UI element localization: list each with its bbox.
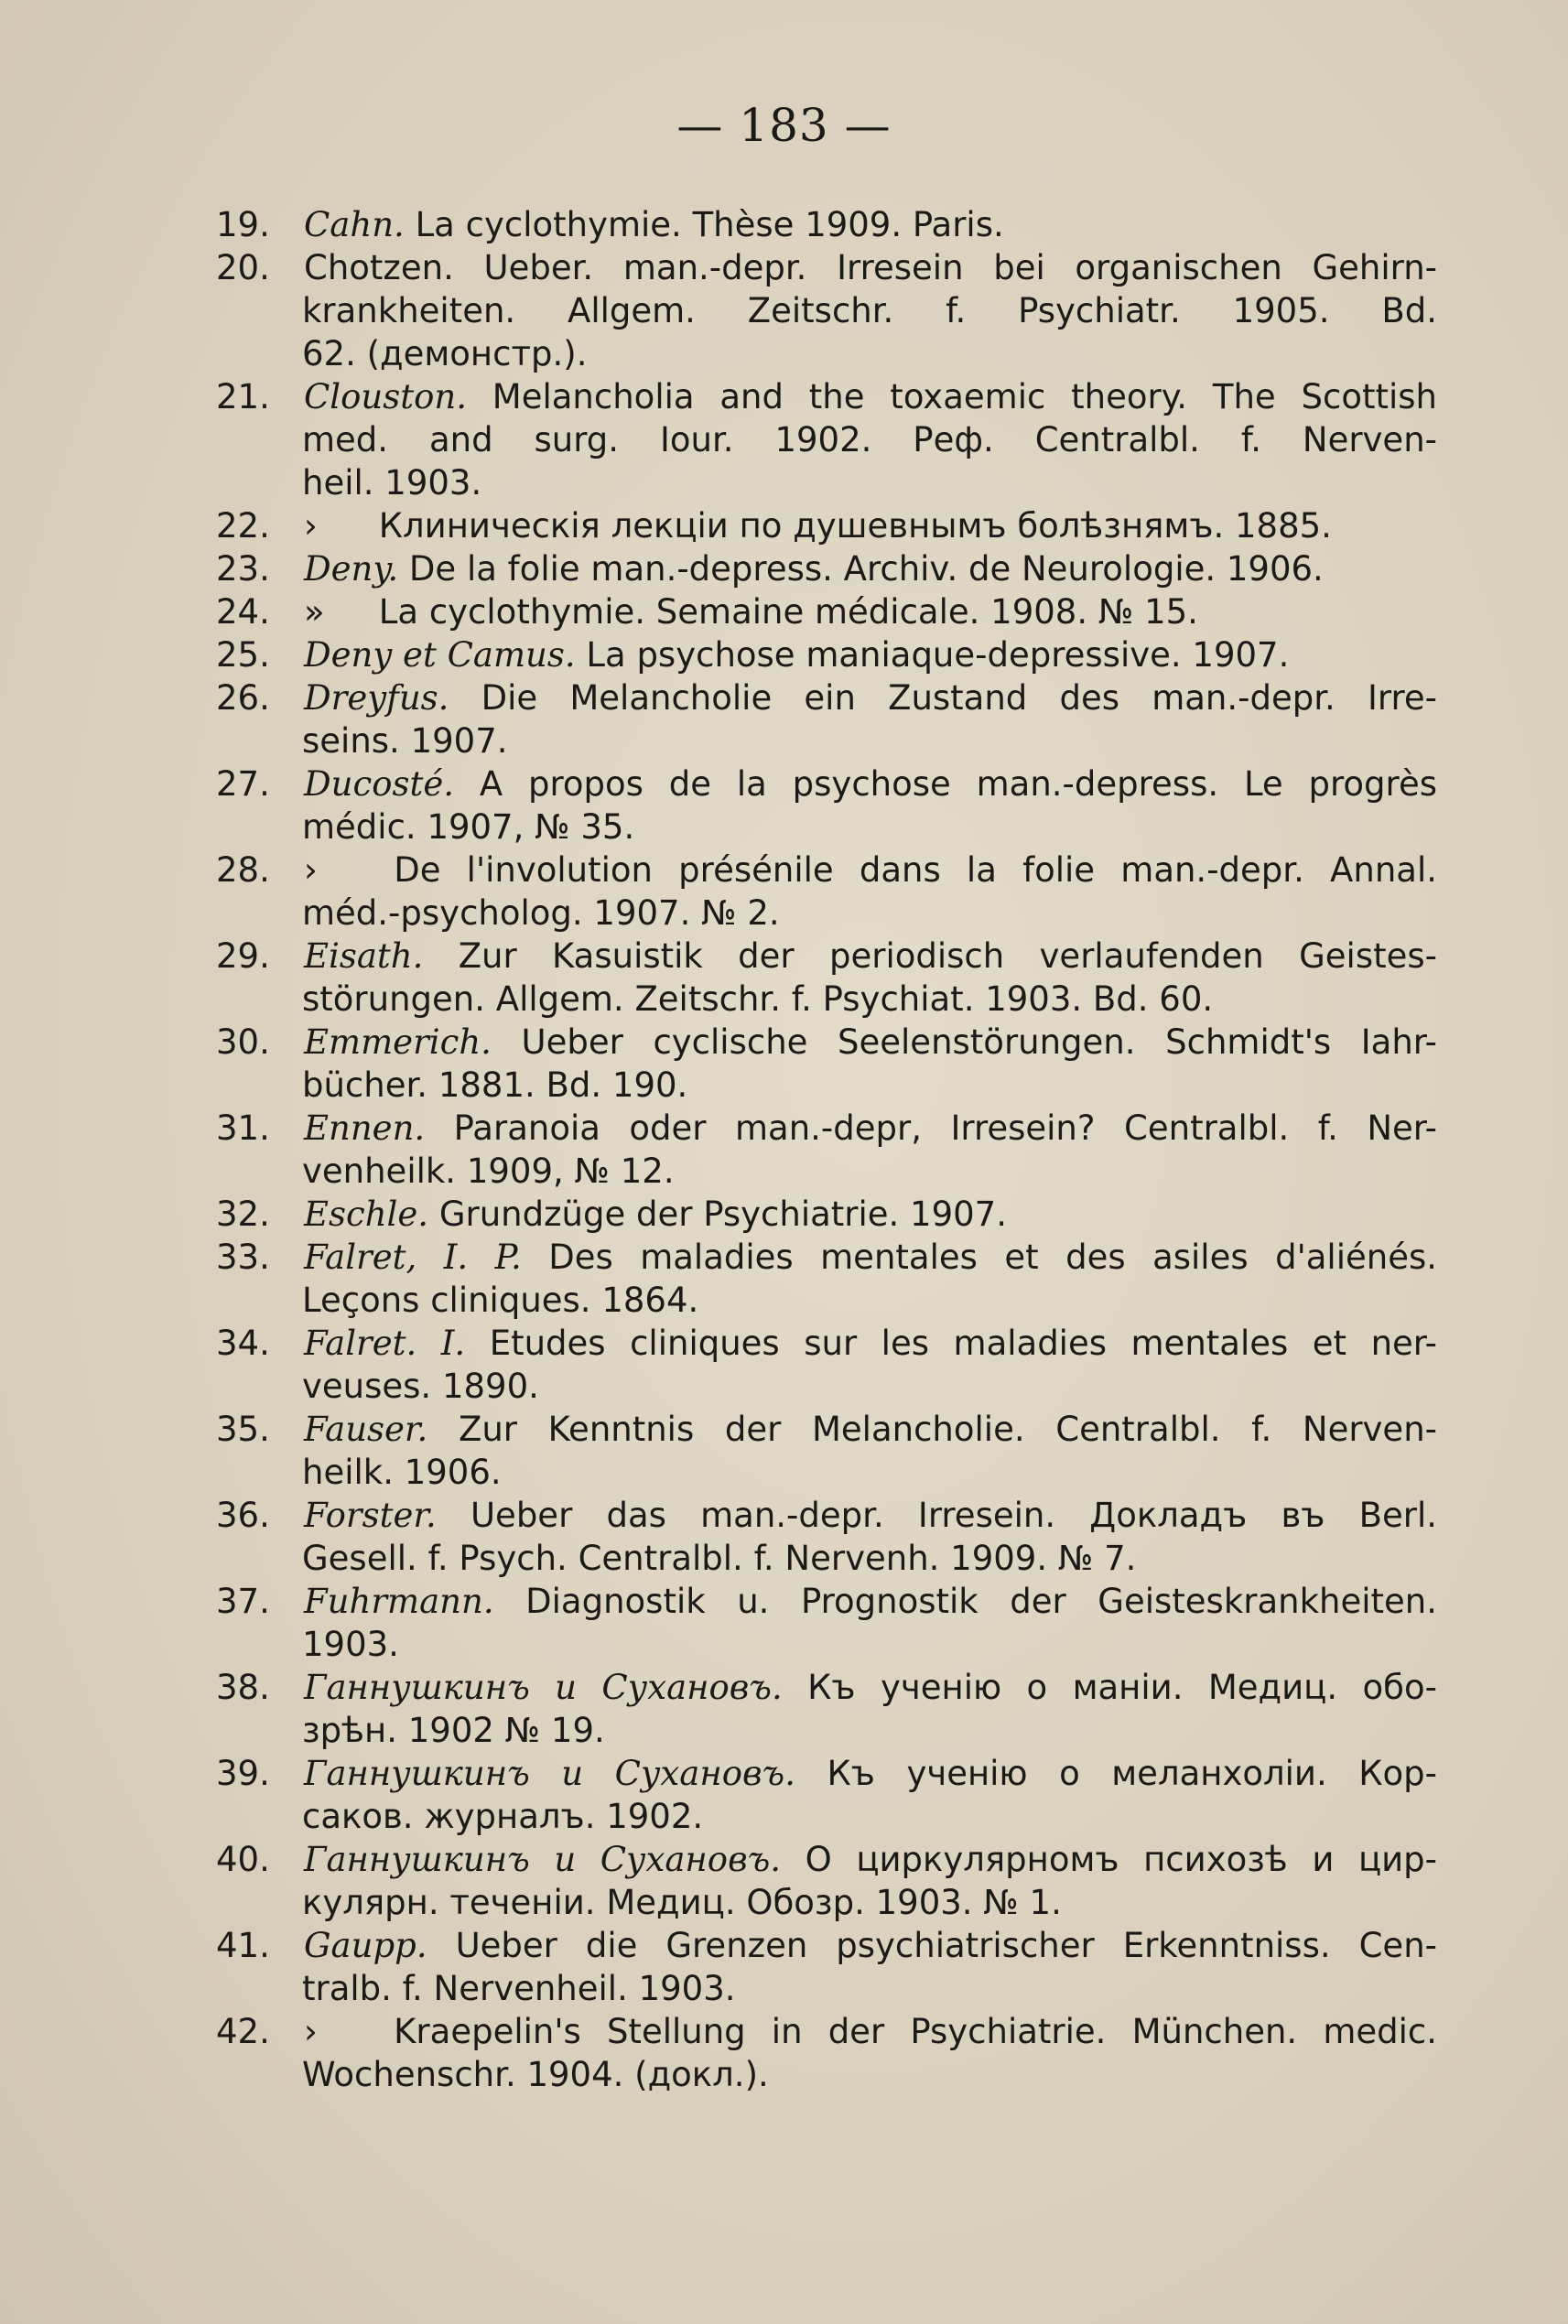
bibliography-entry: [128, 762, 1437, 849]
bibliography-entry: [128, 633, 1437, 676]
entry-author: Ennen.: [304, 1108, 426, 1148]
bibliography-entry: [128, 1580, 1437, 1666]
bibliography-entry: [128, 1838, 1437, 1924]
bibliography-entry: [128, 504, 1437, 547]
bibliography-entry: [128, 1322, 1437, 1408]
entry-line: [302, 1279, 1437, 1322]
entry-author: Deny et Camus.: [304, 635, 576, 675]
entry-line: [302, 332, 1437, 375]
entry-text: La cyclothymie. Thèse 1909. Paris.: [415, 205, 1004, 244]
entry-line: [302, 289, 1437, 332]
entry-number: 25.: [216, 635, 270, 675]
entry-line: [216, 1666, 1437, 1709]
entry-text: Melancholia and the toxaemic theory. The Scottish: [492, 377, 1437, 416]
bibliography-entry: [128, 676, 1437, 762]
entry-text: tralb. f. Nervenheil. 1903.: [302, 1969, 736, 2008]
entry-line: [216, 1107, 1437, 1150]
entry-line: [216, 1924, 1437, 1967]
entry-text: med. and surg. Iour. 1902. Реф. Centralbl. f. Nerven-: [302, 420, 1437, 459]
entry-number: 40.: [216, 1840, 270, 1879]
entry-text: саков. журналъ. 1902.: [302, 1797, 704, 1836]
entry-text: De l'involution présénile dans la folie man.-depr. Annal.: [394, 850, 1437, 890]
entry-author: Ганнушкинъ и Сухановъ.: [304, 1754, 795, 1793]
bibliography-entry: [128, 1107, 1437, 1193]
entry-text: О циркулярномъ психозѣ и цир-: [805, 1840, 1438, 1879]
entry-text: Die Melancholie ein Zustand des man.-depr. Irre-: [481, 678, 1437, 718]
entry-text: störungen. Allgem. Zeitschr. f. Psychiat. 1903. Bd. 60.: [302, 979, 1214, 1019]
entry-line: [216, 1580, 1437, 1623]
entry-number: 29.: [216, 936, 270, 976]
entry-text: venheilk. 1909, № 12.: [302, 1151, 675, 1191]
entry-text: méd.-psycholog. 1907. № 2.: [302, 893, 780, 933]
entry-line: [216, 203, 1437, 246]
entry-line: [216, 633, 1437, 676]
entry-number: 23.: [216, 549, 270, 589]
entry-text: De la folie man.-depress. Archiv. de Neurologie. 1906.: [408, 549, 1324, 589]
bibliography-entry: [128, 1924, 1437, 2010]
entry-text: heil. 1903.: [302, 463, 482, 503]
entry-number: 37.: [216, 1582, 270, 1621]
entry-text: La psychose maniaque-depressive. 1907.: [586, 635, 1290, 675]
entry-line: [302, 978, 1437, 1021]
entry-author: Eisath.: [304, 936, 424, 976]
entry-line: [216, 375, 1437, 418]
entry-number: 34.: [216, 1324, 270, 1363]
entry-line: [302, 1623, 1437, 1666]
entry-text: Des maladies mentales et des asiles d'aliénés.: [548, 1238, 1437, 1277]
bibliography-entry: [128, 547, 1437, 590]
entry-number: 41.: [216, 1926, 270, 1965]
entry-number: 33.: [216, 1238, 270, 1277]
entry-author: Fauser.: [304, 1410, 428, 1449]
entry-text: Zur Kasuistik der periodisch verlaufenden Geistes-: [458, 936, 1437, 976]
entry-line: [302, 1451, 1437, 1494]
entry-text: Etudes cliniques sur les maladies mentales et ner-: [489, 1324, 1437, 1363]
entry-number: 32.: [216, 1194, 270, 1234]
entry-line: [302, 1150, 1437, 1193]
bibliography-entry: [128, 1666, 1437, 1752]
entry-text: Къ ученію о меланхоліи. Кор-: [827, 1754, 1437, 1793]
bibliography-entry: [128, 1752, 1437, 1838]
entry-line: [302, 1064, 1437, 1107]
page-number: — 183 —: [676, 99, 892, 152]
bibliography-entry: [128, 246, 1437, 375]
entry-text: Zur Kenntnis der Melancholie. Centralbl. f. Nerven-: [458, 1410, 1438, 1449]
bibliography-entry: [128, 1408, 1437, 1494]
entry-line: [302, 1881, 1437, 1924]
entry-line: [216, 1494, 1437, 1537]
entry-line: [216, 676, 1437, 719]
entry-number: 39.: [216, 1754, 270, 1793]
entry-text: Клиническія лекціи по душевнымъ болѣзнямъ. 1885.: [378, 506, 1332, 546]
entry-text: Leçons cliniques. 1864.: [302, 1281, 699, 1320]
entry-author: Ганнушкинъ и Сухановъ.: [304, 1840, 782, 1879]
ditto-mark: ›: [304, 506, 318, 546]
bibliography-entry: [128, 1236, 1437, 1322]
entry-line: [302, 1709, 1437, 1752]
entry-author: Deny.: [304, 549, 399, 589]
entry-text: heilk. 1906.: [302, 1453, 502, 1492]
entry-text: Къ ученію о маніи. Медиц. обо-: [807, 1668, 1437, 1707]
entry-number: 21.: [216, 377, 270, 416]
bibliography-entry: [128, 1021, 1437, 1107]
entry-line: [302, 1795, 1437, 1838]
entry-author: Dreyfus.: [304, 678, 449, 718]
bibliography-entry: [128, 2010, 1437, 2096]
entry-text: Gesell. f. Psych. Centralbl. f. Nervenh. 1909. № 7.: [302, 1539, 1137, 1578]
entry-line: [216, 1236, 1437, 1279]
entry-text: Wochenschr. 1904. (докл.).: [302, 2055, 769, 2094]
entry-author: Clouston.: [304, 377, 467, 416]
entry-number: 42.: [216, 2012, 270, 2051]
entry-text: 1903.: [302, 1625, 399, 1664]
entry-number: 22.: [216, 506, 270, 546]
entry-line: [216, 246, 1437, 289]
entry-text: кулярн. теченіи. Медиц. Обозр. 1903. № 1.: [302, 1883, 1062, 1922]
entry-line: [216, 1021, 1437, 1064]
entry-number: 24.: [216, 592, 270, 632]
entry-line: [302, 1365, 1437, 1408]
bibliography-entry: [128, 935, 1437, 1021]
entry-line: [302, 2053, 1437, 2096]
bibliography-entry: [128, 203, 1437, 246]
entry-text: krankheiten. Allgem. Zeitschr. f. Psychiatr. 1905. Bd.: [302, 291, 1437, 330]
entry-line: [216, 547, 1437, 590]
entry-text: 62. (демонстр.).: [302, 334, 588, 373]
entry-author: Gaupp.: [304, 1926, 427, 1965]
entry-line: [216, 1408, 1437, 1451]
entry-line: [302, 418, 1437, 461]
entry-text: Diagnostik u. Prognostik der Geisteskrankheiten.: [525, 1582, 1437, 1621]
entry-author: Cahn.: [304, 205, 405, 244]
entry-author: Eschle.: [304, 1194, 429, 1234]
entry-line: [216, 1322, 1437, 1365]
bibliography-entry: [128, 590, 1437, 633]
entry-line: [302, 892, 1437, 935]
entry-number: 26.: [216, 678, 270, 718]
entry-text: A propos de la psychose man.-depress. Le progrès: [479, 764, 1437, 804]
entry-author: Ганнушкинъ и Сухановъ.: [304, 1668, 783, 1707]
entry-number: 30.: [216, 1022, 270, 1062]
entry-line: [302, 805, 1437, 849]
bibliography-list: [128, 203, 1437, 2096]
entry-number: 28.: [216, 850, 270, 890]
entry-author: Forster.: [304, 1496, 437, 1535]
entry-line: [216, 590, 1437, 633]
entry-author: Falret. I.: [304, 1324, 466, 1363]
entry-author: Emmerich.: [304, 1022, 492, 1062]
bibliography-entry: [128, 849, 1437, 935]
entry-number: 20.: [216, 248, 270, 287]
entry-text: bücher. 1881. Bd. 190.: [302, 1065, 688, 1105]
ditto-mark: ›: [304, 850, 318, 890]
entry-author: Falret, I. P.: [304, 1238, 522, 1277]
entry-line: [216, 762, 1437, 805]
bibliography-entry: [128, 1494, 1437, 1580]
bibliography-entry: [128, 375, 1437, 504]
entry-text: зрѣн. 1902 № 19.: [302, 1711, 605, 1750]
entry-number: 36.: [216, 1496, 270, 1535]
entry-text: Kraepelin's Stellung in der Psychiatrie. München. medic.: [394, 2012, 1437, 2051]
entry-text: La cyclothymie. Semaine médicale. 1908. № 15.: [378, 592, 1198, 632]
entry-line: [216, 1193, 1437, 1236]
entry-line: [302, 461, 1437, 504]
entry-line: [216, 504, 1437, 547]
entry-line: [216, 2010, 1437, 2053]
entry-text: Chotzen. Ueber. man.-depr. Irresein bei organischen Gehirn-: [304, 248, 1437, 287]
entry-number: 31.: [216, 1108, 270, 1148]
entry-line: [302, 1537, 1437, 1580]
entry-text: Grundzüge der Psychiatrie. 1907.: [438, 1194, 1007, 1234]
entry-line: [216, 849, 1437, 892]
entry-text: médic. 1907, № 35.: [302, 807, 635, 847]
ditto-mark: »: [304, 592, 325, 632]
entry-line: [302, 1967, 1437, 2010]
entry-text: Ueber cyclische Seelenstörungen. Schmidt's Iahr-: [521, 1022, 1437, 1062]
entry-text: Paranoia oder man.-depr, Irresein? Centralbl. f. Ner-: [453, 1108, 1437, 1148]
entry-number: 27.: [216, 764, 270, 804]
entry-number: 38.: [216, 1668, 270, 1707]
entry-author: Ducosté.: [304, 764, 455, 804]
entry-text: Ueber das man.-depr. Irresein. Докладъ въ Berl.: [470, 1496, 1438, 1535]
ditto-mark: ›: [304, 2012, 318, 2051]
entry-line: [216, 935, 1437, 978]
entry-author: Fuhrmann.: [304, 1582, 494, 1621]
entry-text: seins. 1907.: [302, 721, 508, 761]
entry-line: [216, 1752, 1437, 1795]
entry-number: 19.: [216, 205, 270, 244]
entry-text: veuses. 1890.: [302, 1367, 539, 1406]
entry-number: 35.: [216, 1410, 270, 1449]
entry-line: [216, 1838, 1437, 1881]
entry-text: Ueber die Grenzen psychiatrischer Erkenntniss. Cen-: [455, 1926, 1437, 1965]
entry-line: [302, 719, 1437, 762]
bibliography-entry: [128, 1193, 1437, 1236]
